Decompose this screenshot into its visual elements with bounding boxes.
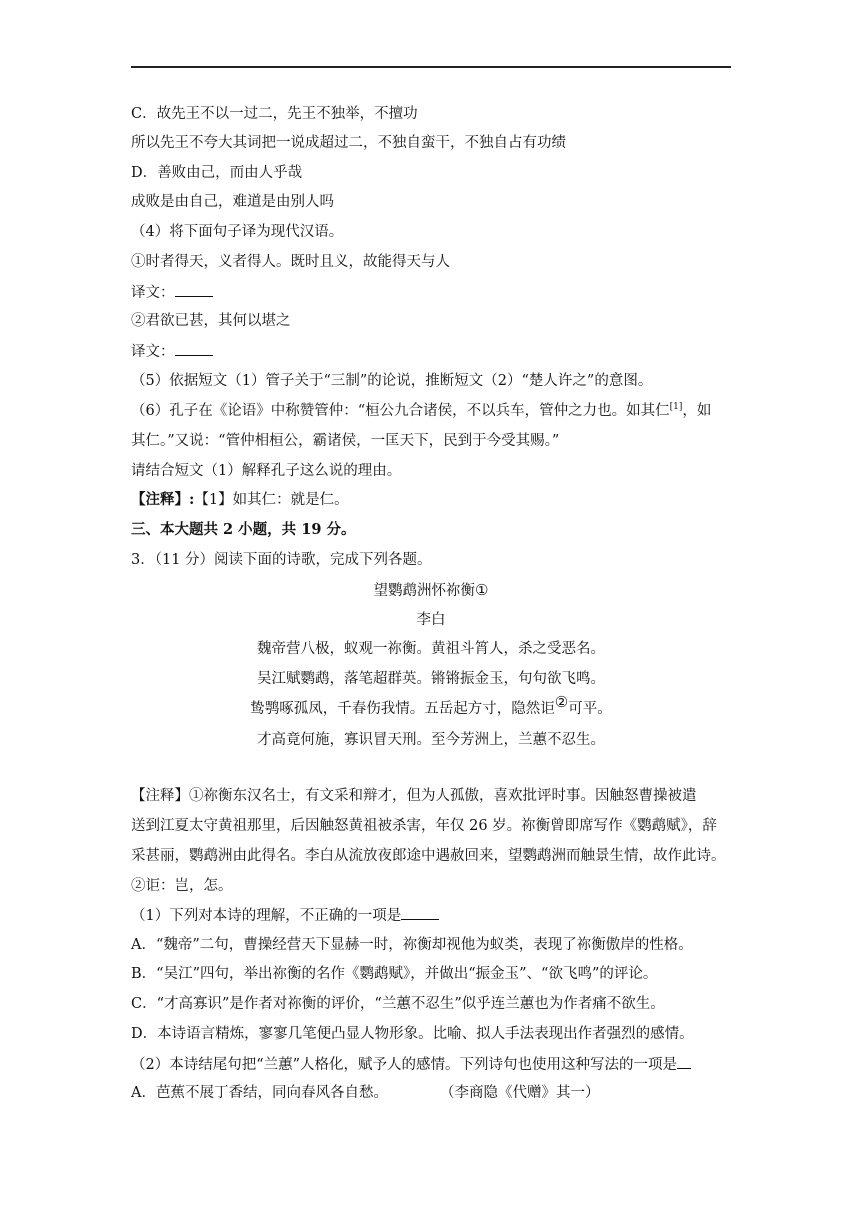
translation-label: 译文： xyxy=(131,344,175,360)
footnote-ref: [1] xyxy=(669,402,683,413)
header-rule xyxy=(131,66,731,68)
question-6-line-3: 请结合短文（1）解释孔子这么说的理由。 xyxy=(131,463,402,479)
answer-blank[interactable] xyxy=(677,1054,691,1069)
section-3-heading: 三、本大题共 2 小题，共 19 分。 xyxy=(131,521,356,538)
question-1 xyxy=(131,905,439,926)
option-d-translation: 成败是由自己，难道是由别人吗 xyxy=(131,194,334,210)
question-2 xyxy=(131,1054,691,1075)
poem-line-4: 才高竟何施，寡识冒天刑。至今芳洲上，兰蕙不忍生。 xyxy=(257,732,605,748)
question-2-text: （2）本诗结尾句把“兰蕙”人格化，赋予人的感情。下列诗句也使用这种写法的一项是 xyxy=(131,1057,678,1073)
question-2-choice-a-text: A．芭蕉不展丁香结，同向春风各自愁。 xyxy=(131,1085,388,1101)
question-4-sentence-1: ①时者得天，义者得人。既时且义，故能得天与人 xyxy=(131,254,450,270)
poem-line-1: 魏帝营八极，蚁观一祢衡。黄祖斗筲人，杀之受恶名。 xyxy=(257,641,605,657)
poem-note-4: ②讵：岂，怎。 xyxy=(131,878,233,894)
choice-a: A．“魏帝”二句，曹操经营天下显赫一时，祢衡却视他为蚁类，表现了祢衡傲岸的性格。 xyxy=(131,937,693,953)
poem-title-text: 望鹦鹉洲怀祢衡 xyxy=(373,583,476,599)
poem-title xyxy=(131,580,731,601)
translation-line-1 xyxy=(131,282,213,303)
note-label: 【注释】: xyxy=(131,491,195,508)
poem-line-2: 吴江赋鹦鹉，落笔超群英。锵锵振金玉，句句欲飞鸣。 xyxy=(257,671,605,687)
note-1 xyxy=(131,490,349,510)
question-5: （5）依据短文（1）管子关于“三制”的论说，推断短文（2）“楚人许之”的意图。 xyxy=(131,373,653,389)
question-6-text: （6）孔子在《论语》中称赞管仲：“桓公九合诸侯，不以兵车，管仲之力也。如其仁 xyxy=(131,403,670,419)
translation-line-2 xyxy=(131,341,213,362)
question-6-line-2: 其仁。”又说：“管仲相桓公，霸诸侯，一匡天下，民到于今受其赐。” xyxy=(131,433,560,449)
poem-title-mark: ① xyxy=(475,581,489,599)
question-6-text-end: ，如 xyxy=(682,403,712,419)
question-3: 3．（11 分）阅读下面的诗歌，完成下列各题。 xyxy=(131,552,432,568)
option-d: D．善败由己，而由人乎哉 xyxy=(131,165,303,181)
question-2-choice-a xyxy=(131,1083,599,1103)
answer-blank[interactable] xyxy=(175,282,213,297)
translation-label: 译文： xyxy=(131,285,175,301)
choice-d: D．本诗语言精炼，寥寥几笔便凸显人物形象。比喻、拟人手法表现出作者强烈的感情。 xyxy=(131,1026,694,1042)
answer-blank[interactable] xyxy=(401,905,439,920)
choice-b: B．“吴江”四句，举出祢衡的名作《鹦鹉赋》，并做出“振金玉”、“欲飞鸣”的评论。 xyxy=(131,966,658,982)
poem-line-3-b: 可平。 xyxy=(568,701,612,717)
question-2-choice-a-source: （李商隐《代赠》其一） xyxy=(439,1085,600,1101)
poem-line-3 xyxy=(131,693,731,719)
option-c: C．故先王不以一过二，先王不独举，不擅功 xyxy=(131,106,418,122)
poem-line-3-mark: ② xyxy=(554,693,569,712)
question-4-sentence-2: ②君欲已甚，其何以堪之 xyxy=(131,313,291,329)
question-6-line-1 xyxy=(131,401,711,421)
question-1-text: （1）下列对本诗的理解，不正确的一项是 xyxy=(131,908,402,924)
poem-line-3-a: 鸷鹗啄孤凤，千春伤我情。五岳起方寸，隐然讵 xyxy=(250,701,555,717)
question-4: （4）将下面句子译为现代汉语。 xyxy=(131,224,344,240)
choice-c: C．“才高寡识”是作者对祢衡的评价，“兰蕙不忍生”似乎连兰蕙也为作者痛不欲生。 xyxy=(131,996,665,1012)
note-text: 【1】如其仁：就是仁。 xyxy=(194,492,349,508)
poem-note-2: 送到江夏太守黄祖那里，后因触怒黄祖被杀害，年仅 26 岁。祢衡曾即席写作《鹦鹉赋》，辞 xyxy=(131,818,717,834)
poem-note-3: 采甚丽，鹦鹉洲由此得名。李白从流放夜郎途中遇赦回来，望鹦鹉洲而触景生情，故作此诗。 xyxy=(131,848,726,864)
option-c-translation: 所以先王不夸大其词把一说成超过二，不独自蛮干，不独自占有功绩 xyxy=(131,135,566,151)
answer-blank[interactable] xyxy=(175,341,213,356)
poem-note-1: 【注释】①祢衡东汉名士，有文采和辩才，但为人孤傲，喜欢批评时事。因触怒曹操被遣 xyxy=(131,788,697,804)
poem-author: 李白 xyxy=(416,612,446,628)
